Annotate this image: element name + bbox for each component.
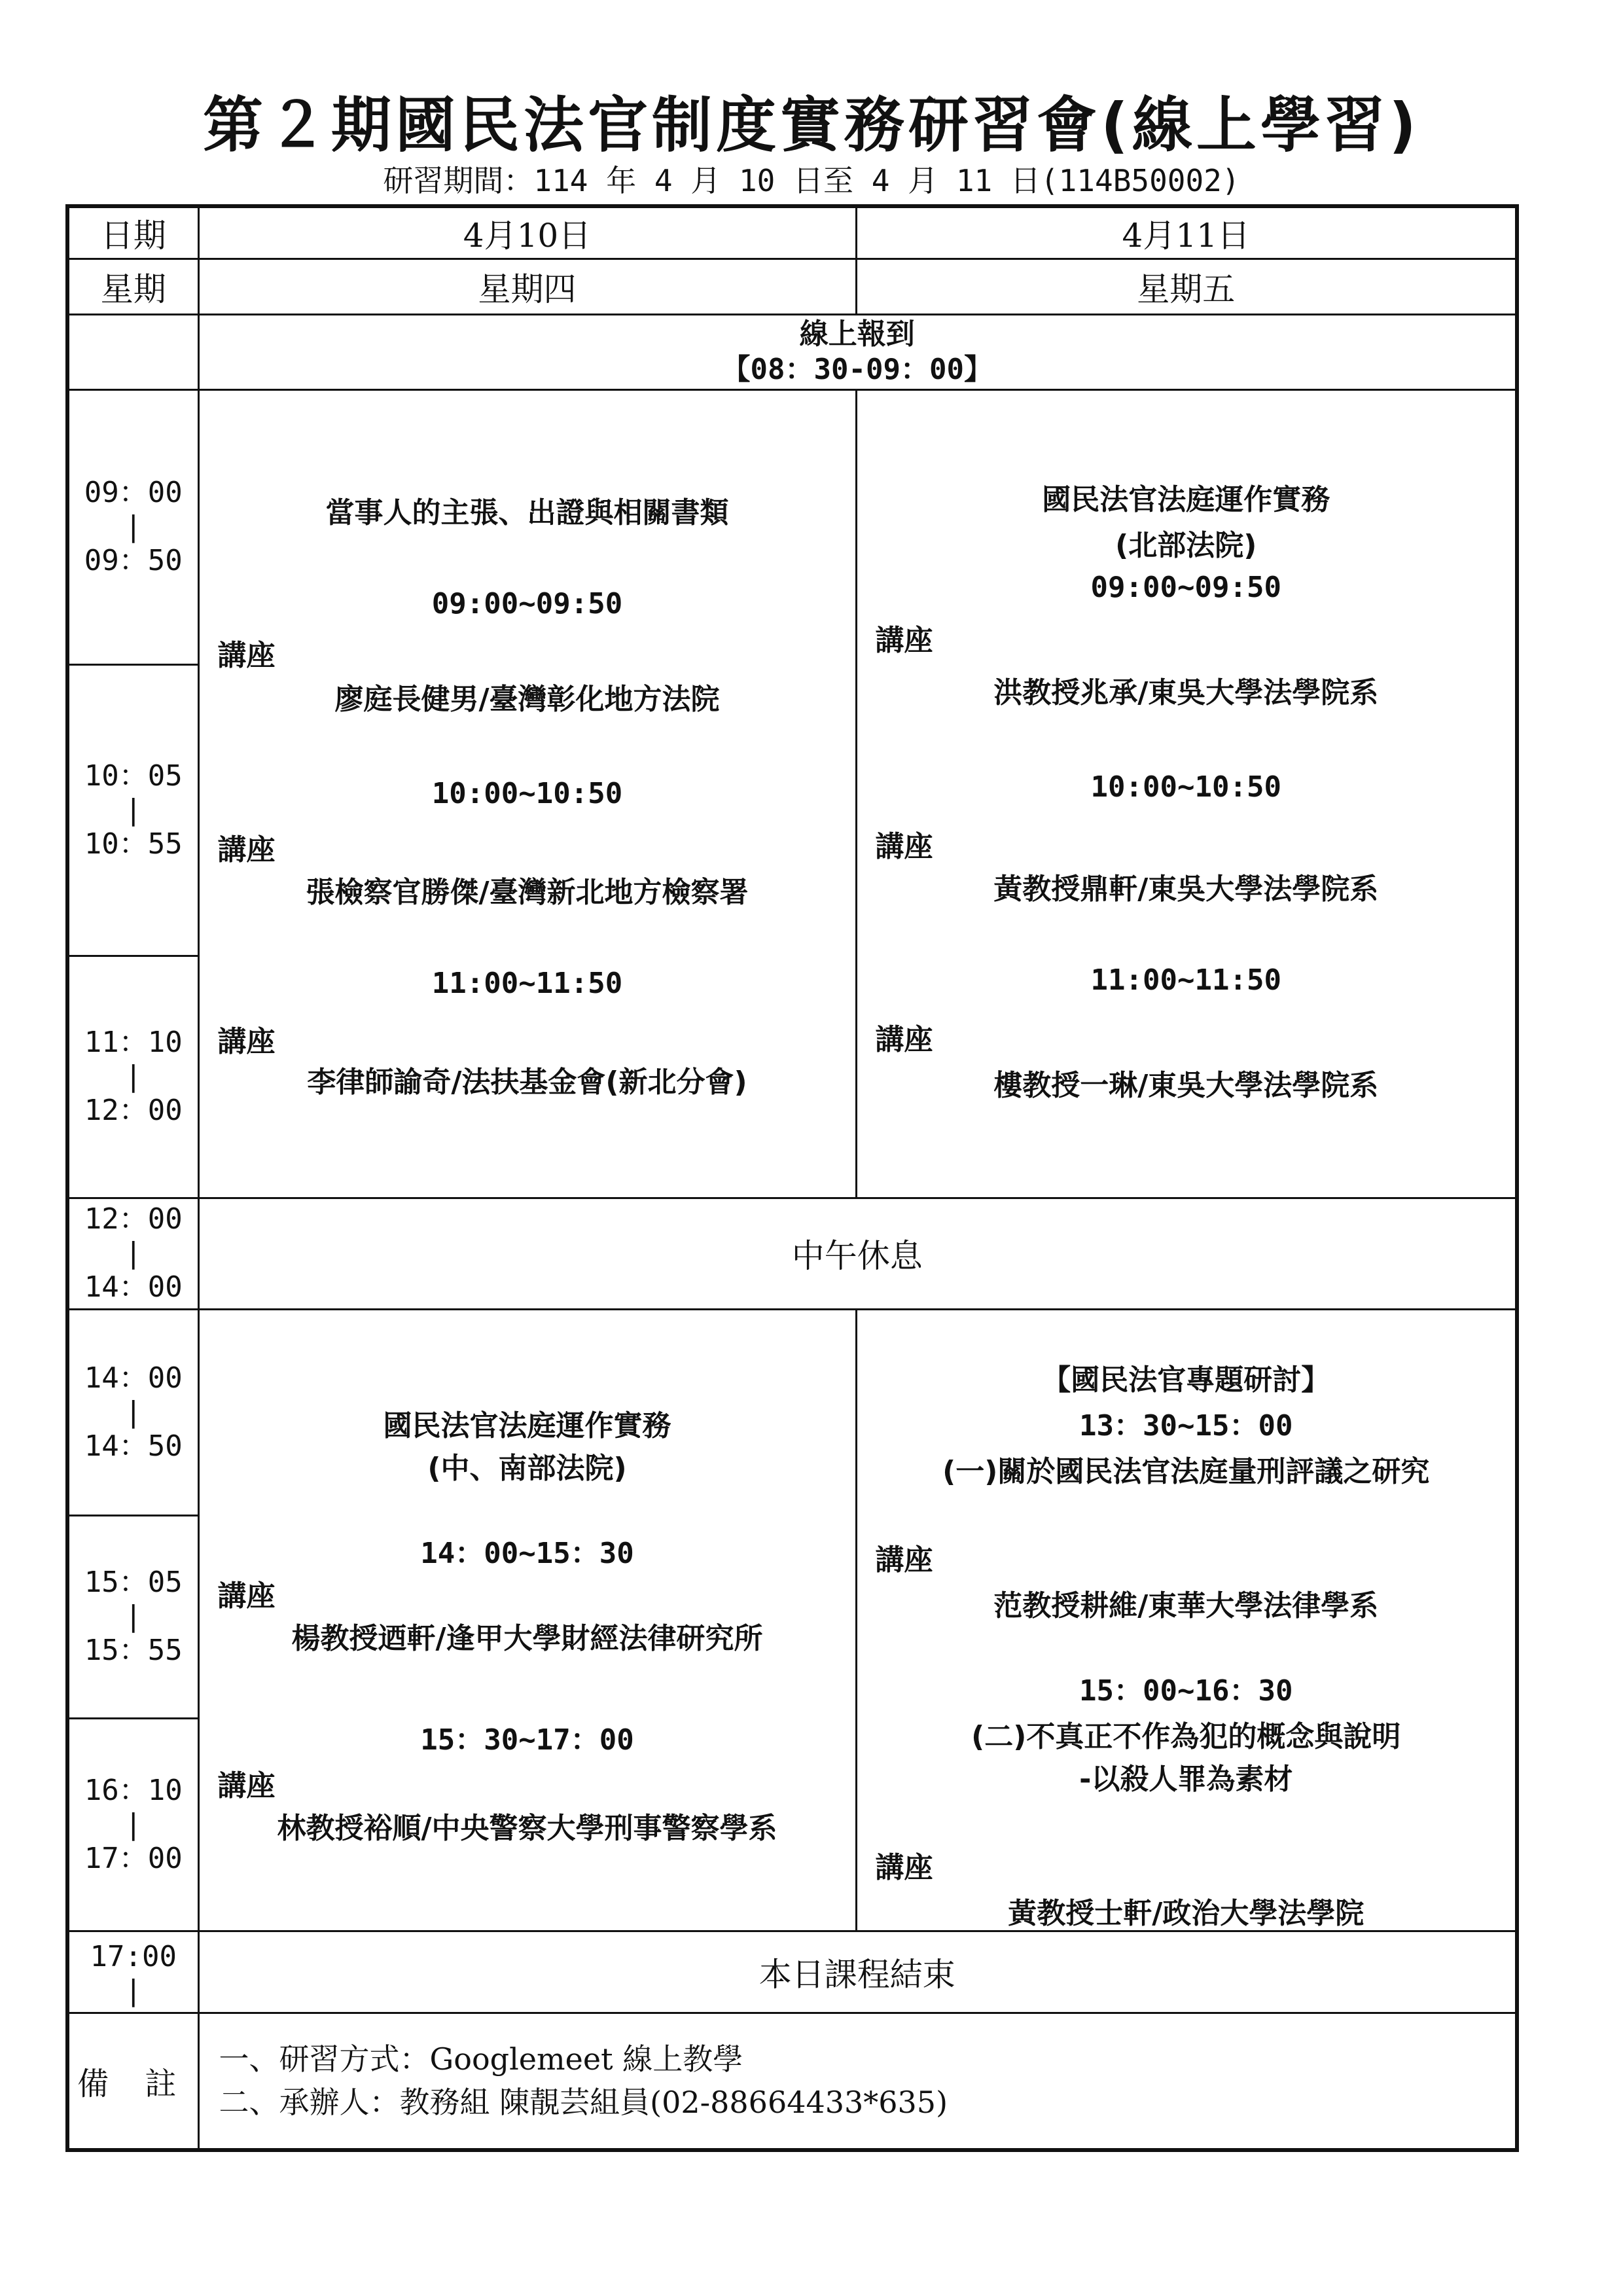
checkin-row (67, 314, 1517, 389)
time-start: 09：00 (84, 476, 183, 509)
remarks-line-2: 二、承辦人：教務組 陳靚芸組員(02-88664433*635) (219, 2085, 948, 2121)
time-start: 11：10 (84, 1026, 183, 1059)
day2-afternoon-s2-title: (二)不真正不作為犯的概念與說明 (971, 1719, 1401, 1753)
time-start: 16：10 (84, 1773, 183, 1807)
day1-morning-s2-speaker: 張檢察官勝傑/臺灣新北地方檢察署 (306, 875, 749, 909)
remarks-cell (198, 2013, 1517, 2150)
time-cell-4 (67, 1309, 198, 1515)
day2-date: 4月11日 (856, 206, 1517, 259)
weekday-row (67, 259, 1517, 314)
time-cell-2 (67, 664, 198, 956)
day2-weekday: 星期五 (856, 259, 1517, 314)
day1-morning-s1-speaker: 廖庭長健男/臺灣彰化地方法院 (334, 682, 720, 716)
day1-morning-s2-time: 10:00~10:50 (431, 776, 623, 810)
time-end: 17：00 (84, 1841, 183, 1875)
time-separator: | (124, 1973, 142, 2007)
day1-afternoon-s2-label: 講座 (217, 1768, 276, 1803)
time-end: 15：55 (84, 1634, 183, 1667)
day1-morning-s1-time: 09:00~09:50 (431, 586, 623, 620)
lunch-row (67, 1198, 1517, 1309)
time-separator: | (124, 793, 142, 827)
day2-afternoon-s1-speaker: 范教授耕維/東華大學法律學系 (993, 1588, 1379, 1623)
time-start: 14：00 (84, 1361, 183, 1395)
day2-morning-s2-time: 10:00~10:50 (1090, 770, 1281, 804)
day1-afternoon-s1-speaker: 楊教授迺軒/逢甲大學財經法律研究所 (291, 1621, 763, 1655)
time-cell-end (67, 1931, 198, 2013)
time-end: 12：00 (84, 1094, 183, 1127)
day1-morning-s3-label: 講座 (217, 1024, 276, 1058)
day1-date: 4月10日 (198, 206, 856, 259)
day1-afternoon-s2-time: 15：30~17：00 (420, 1723, 634, 1757)
day2-afternoon-s2-label: 講座 (875, 1850, 933, 1884)
end-cell: 本日課程結束 (198, 1931, 1517, 2013)
time-cell-1 (67, 389, 198, 664)
weekday-label: 星期 (67, 259, 198, 314)
time-separator: | (124, 1600, 142, 1633)
time-separator: | (124, 1236, 142, 1270)
remarks-line-1: 一、研習方式：Googlemeet 線上教學 (219, 2041, 743, 2077)
lunch-cell: 中午休息 (198, 1198, 1517, 1309)
time-start: 15：05 (84, 1566, 183, 1599)
day1-weekday: 星期四 (198, 259, 856, 314)
remarks-row (67, 2013, 1517, 2150)
day2-afternoon-s1-time: 13：30~15：00 (1079, 1408, 1293, 1443)
time-end: 09：50 (84, 544, 183, 577)
day2-morning-cell (856, 389, 1517, 1198)
day2-afternoon-s1-label: 講座 (875, 1543, 933, 1577)
day2-morning-s1-time: 09:00~09:50 (1090, 570, 1281, 604)
time-start: 10：05 (84, 759, 183, 793)
day2-afternoon-topic: 【國民法官專題研討】 (1042, 1363, 1330, 1397)
day2-afternoon-cell (856, 1309, 1517, 1931)
day1-afternoon-cell (198, 1309, 856, 1931)
day1-afternoon-topic: 國民法官法庭運作實務 (383, 1408, 671, 1443)
time-end: 14：00 (84, 1270, 183, 1304)
time-end: 14：50 (84, 1429, 183, 1463)
day1-afternoon-s2-speaker: 林教授裕順/中央警察大學刑事警察學系 (277, 1811, 777, 1845)
day1-morning-topic: 當事人的主張、出證與相關書類 (325, 495, 729, 529)
page-subtitle: 研習期間：114 年 4 月 10 日至 4 月 11 日(114B50002) (383, 163, 1240, 198)
day1-afternoon-s1-time: 14：00~15：30 (420, 1536, 634, 1570)
day2-morning-s1-speaker: 洪教授兆承/東吳大學法學院系 (993, 675, 1379, 709)
time-cell-lunch (67, 1198, 198, 1309)
end-row (67, 1931, 1517, 2013)
checkin-time-cell (67, 314, 198, 389)
checkin-cell (198, 314, 1517, 389)
day2-morning-s3-label: 講座 (875, 1022, 933, 1056)
checkin-label: 線上報到 (799, 317, 915, 351)
time-separator: | (124, 1060, 142, 1093)
day1-morning-s1-label: 講座 (217, 638, 276, 672)
day2-afternoon-s2-time: 15：00~16：30 (1079, 1674, 1293, 1708)
time-start: 12：00 (84, 1202, 183, 1236)
day2-morning-s2-label: 講座 (875, 829, 933, 863)
time-cell-3 (67, 956, 198, 1198)
day2-morning-s3-time: 11:00~11:50 (1090, 963, 1281, 997)
day1-afternoon-subtopic: (中、南部法院) (427, 1451, 627, 1485)
time-separator: | (124, 1395, 142, 1429)
schedule-table (65, 204, 1519, 2152)
day1-morning-s3-time: 11:00~11:50 (431, 966, 623, 1000)
day2-afternoon-s2-title2: -以殺人罪為素材 (1079, 1762, 1293, 1796)
day1-afternoon-s1-label: 講座 (217, 1579, 276, 1613)
day2-afternoon-s2-speaker: 黃教授士軒/政治大學法學院 (1008, 1896, 1364, 1930)
day2-morning-s3-speaker: 樓教授一琳/東吳大學法學院系 (993, 1068, 1379, 1102)
date-label: 日期 (67, 206, 198, 259)
morning-slot-1 (67, 389, 1517, 664)
day1-morning-s3-speaker: 李律師諭奇/法扶基金會(新北分會) (307, 1065, 747, 1099)
page-title: 第２期國民法官制度實務研習會(線上學習) (202, 90, 1421, 160)
time-cell-6 (67, 1718, 198, 1931)
day2-morning-s1-label: 講座 (875, 623, 933, 657)
remarks-label: 備 註 (67, 2013, 198, 2150)
time-cell-5 (67, 1515, 198, 1718)
time-start: 17:00 (90, 1939, 177, 1973)
day1-morning-s2-label: 講座 (217, 833, 276, 867)
day1-morning-cell (198, 389, 856, 1198)
day2-afternoon-s1-title: (一)關於國民法官法庭量刑評議之研究 (942, 1454, 1430, 1488)
time-separator: | (124, 510, 142, 543)
time-separator: | (124, 1807, 142, 1841)
day2-morning-subtopic: (北部法院) (1115, 528, 1257, 562)
day2-morning-topic: 國民法官法庭運作實務 (1042, 482, 1330, 516)
afternoon-slot-1 (67, 1309, 1517, 1515)
time-end: 10：55 (84, 827, 183, 861)
checkin-time: 【08：30-09：00】 (721, 352, 993, 386)
date-row (67, 206, 1517, 259)
day2-morning-s2-speaker: 黃教授鼎軒/東吳大學法學院系 (993, 872, 1379, 906)
